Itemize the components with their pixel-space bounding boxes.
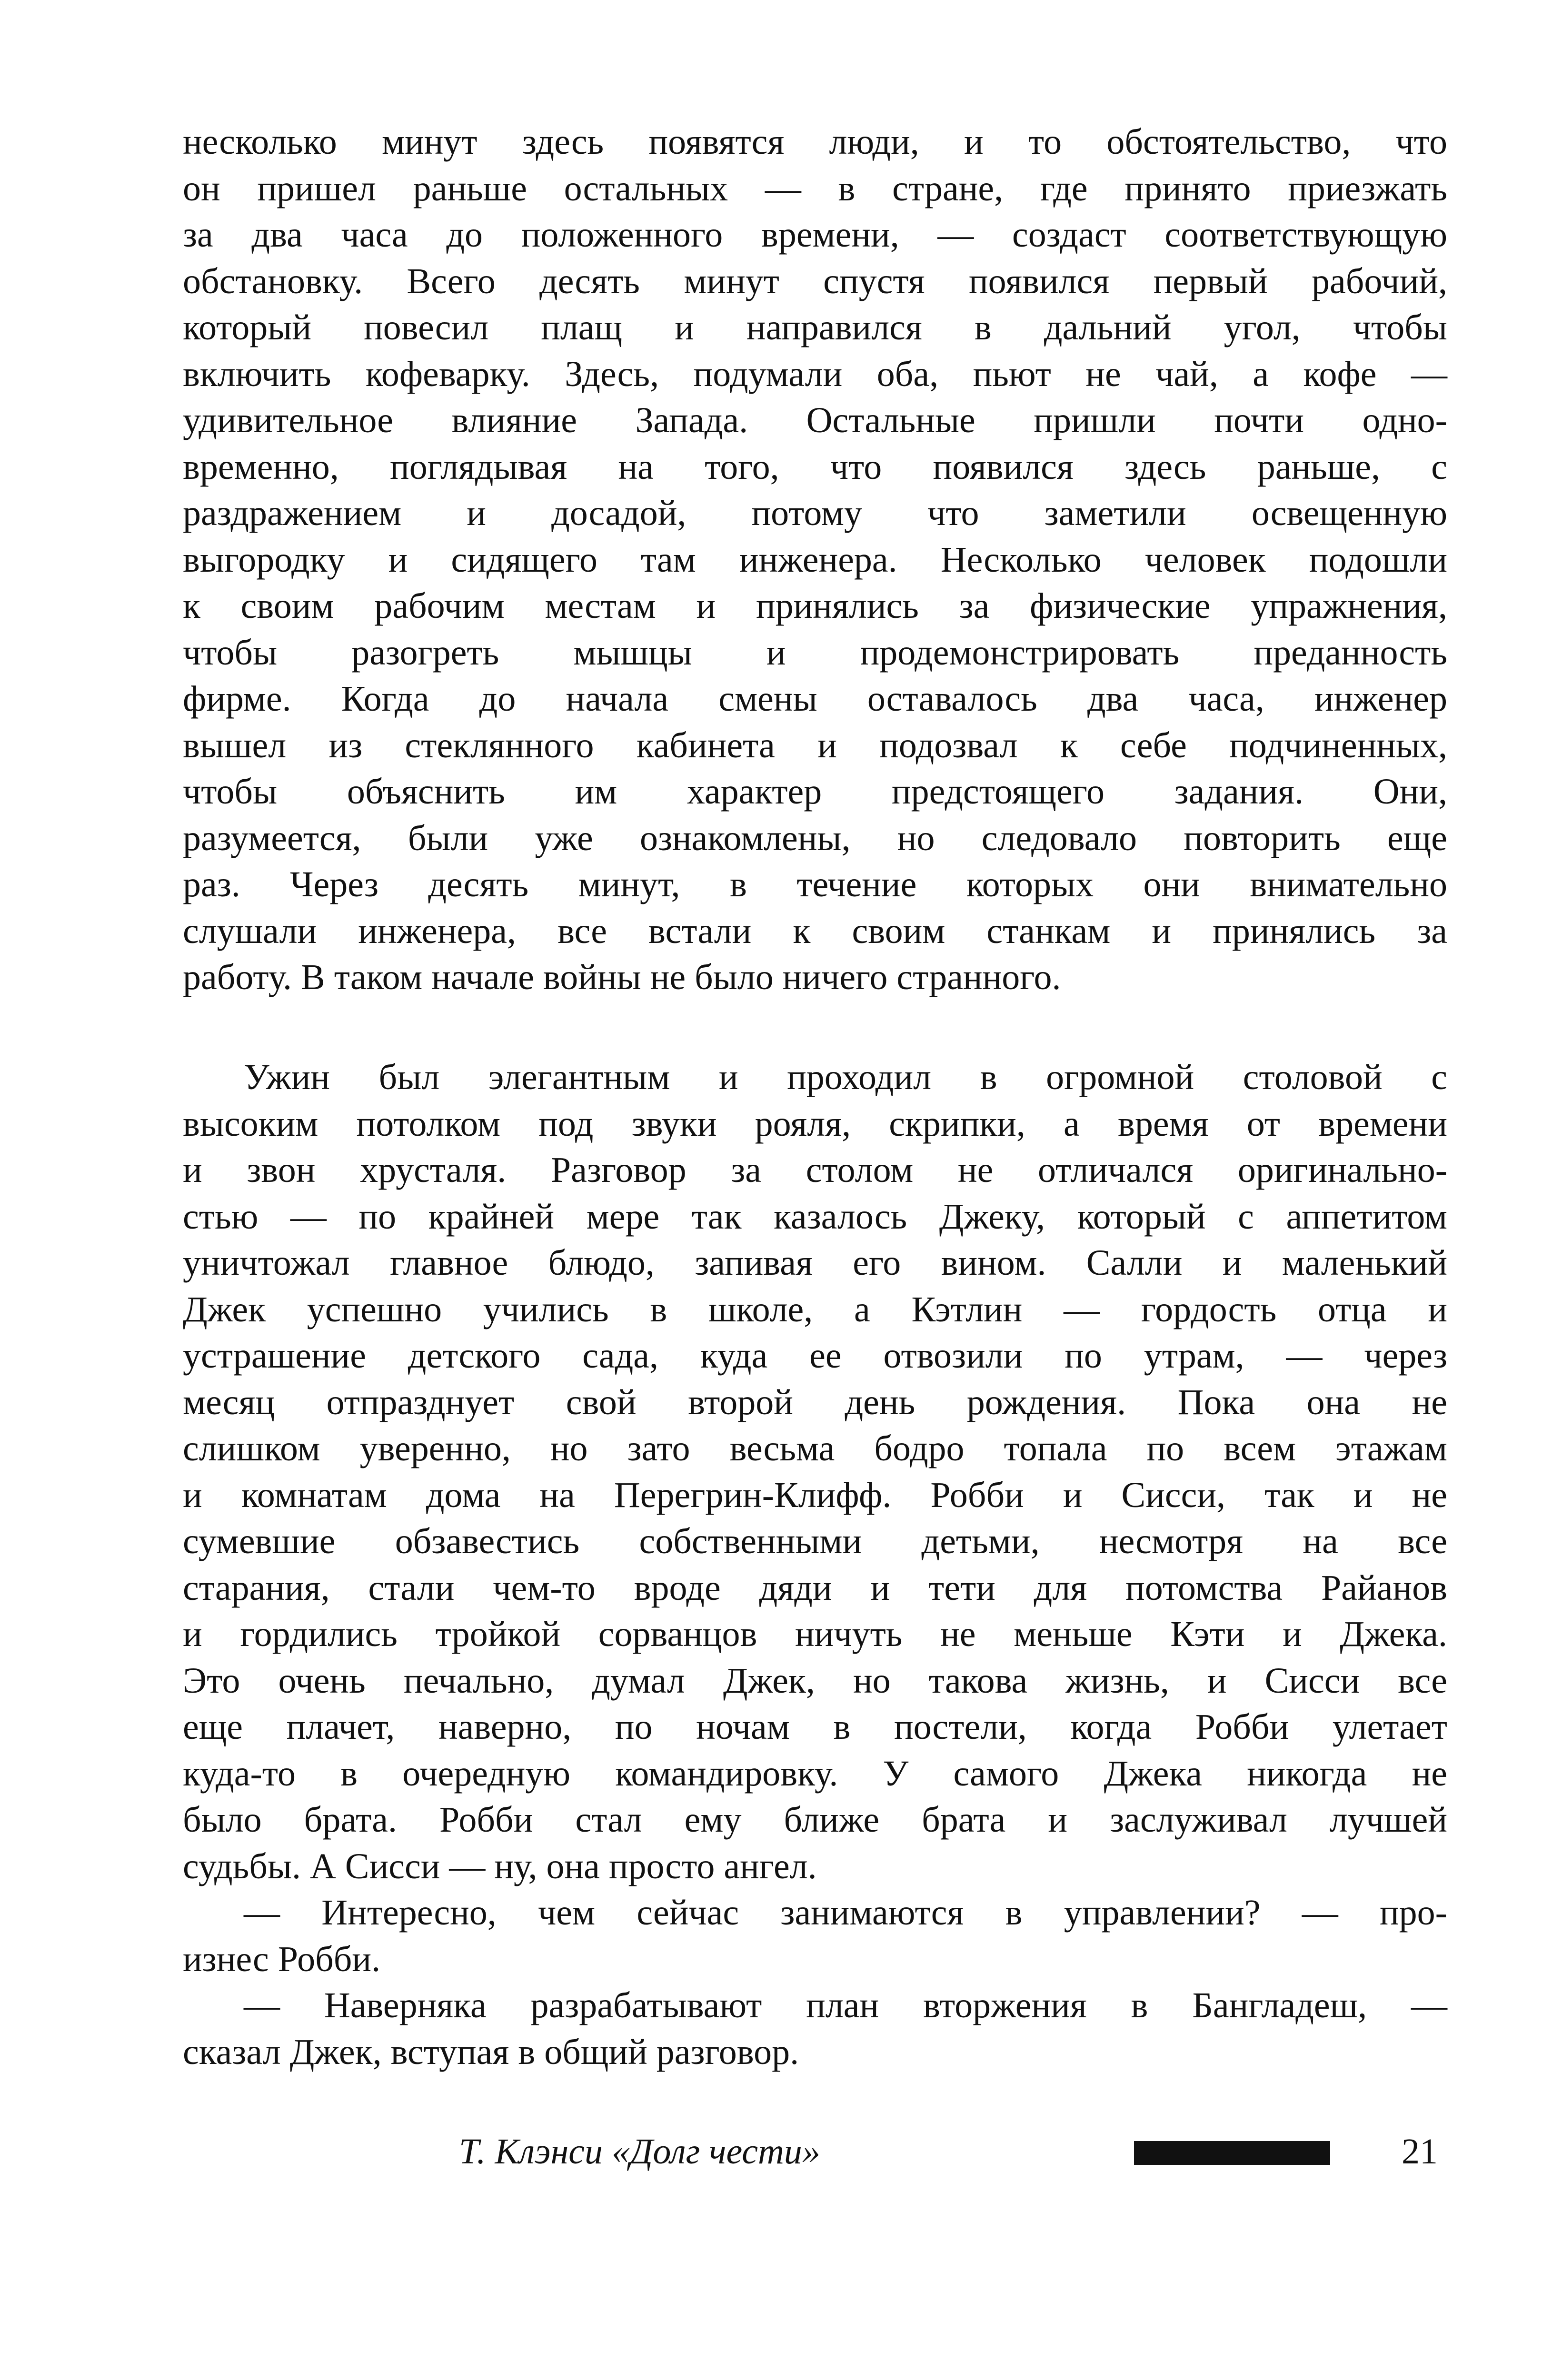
- text-line: к своим рабочим местам и принялись за физические упражнения,: [183, 586, 1447, 626]
- text-line: стью — по крайней мере так казалось Джеку, который с аппетитом: [183, 1196, 1447, 1237]
- text-line: — Интересно, чем сейчас занимаются в управлении? — про-: [244, 1893, 1447, 1933]
- text-line: за два часа до положенного времени, — создаст соответствующую: [183, 215, 1447, 255]
- text-line: раз. Через десять минут, в течение которых они внимательно: [183, 864, 1447, 904]
- text-line: слушали инженера, все встали к своим станкам и принялись за: [183, 911, 1447, 951]
- text-line: Ужин был элегантным и проходил в огромной столовой с: [244, 1057, 1447, 1097]
- text-line: старания, стали чем-то вроде дяди и тети для потомства Райанов: [183, 1567, 1447, 1608]
- text-line: включить кофеварку. Здесь, подумали оба, пьют не чай, а кофе —: [183, 354, 1447, 394]
- text-line: устрашение детского сада, куда ее отвозили по утрам, — через: [183, 1336, 1447, 1376]
- text-line: работу. В таком начале войны не было ничего странного.: [183, 957, 1061, 997]
- text-line: и комнатам дома на Перегрин-Клифф. Робби и Сисси, так и не: [183, 1475, 1447, 1515]
- text-line: несколько минут здесь появятся люди, и то обстоятельство, что: [183, 122, 1447, 162]
- text-line: обстановку. Всего десять минут спустя появился первый рабочий,: [183, 261, 1447, 301]
- text-line: еще плачет, наверно, по ночам в постели, когда Робби улетает: [183, 1707, 1447, 1747]
- text-line: разумеется, были уже ознакомлены, но следовало повторить еще: [183, 818, 1447, 858]
- text-line: куда-то в очередную командировку. У самого Джека никогда не: [183, 1753, 1447, 1794]
- footer-bar-rule: [1134, 2141, 1330, 2165]
- text-line: изнес Робби.: [183, 1939, 381, 1979]
- text-line: который повесил плащ и направился в дальний угол, чтобы: [183, 307, 1447, 347]
- text-line: месяц отпразднует свой второй день рождения. Пока она не: [183, 1382, 1447, 1422]
- text-block-continuation: [183, 119, 1447, 1001]
- text-line: Джек успешно учились в школе, а Кэтлин — гордость отца и: [183, 1289, 1447, 1329]
- text-line: сумевшие обзавестись собственными детьми, несмотря на все: [183, 1521, 1447, 1561]
- text-line: и звон хрусталя. Разговор за столом не отличался оригинально-: [183, 1150, 1447, 1190]
- text-line: слишком уверенно, но зато весьма бодро топала по всем этажам: [183, 1428, 1447, 1468]
- text-line: выгородку и сидящего там инженера. Несколько человек подошли: [183, 539, 1447, 580]
- text-line: чтобы объяснить им характер предстоящего задания. Они,: [183, 772, 1447, 812]
- text-block-dinner: [183, 1054, 1447, 2075]
- text-line: временно, поглядывая на того, что появился здесь раньше, с: [183, 446, 1447, 487]
- text-line: — Наверняка разрабатывают план вторжения в Бангладеш, —: [244, 1985, 1447, 2025]
- text-line: раздражением и досадой, потому что заметили освещенную: [183, 493, 1447, 533]
- text-line: и гордились тройкой сорванцов ничуть не меньше Кэти и Джека.: [183, 1614, 1447, 1654]
- text-line: Это очень печально, думал Джек, но такова жизнь, и Сисси все: [183, 1660, 1447, 1701]
- text-line: было брата. Робби стал ему ближе брата и заслуживал лучшей: [183, 1800, 1447, 1840]
- text-line: он пришел раньше остальных — в стране, где принято приезжать: [183, 168, 1447, 208]
- text-line: уничтожал главное блюдо, запивая его вином. Салли и маленький: [183, 1243, 1447, 1283]
- text-line: высоким потолком под звуки рояля, скрипки, а время от времени: [183, 1103, 1447, 1144]
- text-line: чтобы разогреть мышцы и продемонстрировать преданность: [183, 632, 1447, 673]
- page-number: 21: [1402, 2132, 1438, 2172]
- text-line: сказал Джек, вступая в общий разговор.: [183, 2032, 799, 2072]
- text-line: вышел из стеклянного кабинета и подозвал к себе подчиненных,: [183, 725, 1447, 765]
- running-title: Т. Клэнси «Долг чести»: [459, 2132, 820, 2172]
- text-line: удивительное влияние Запада. Остальные пришли почти одно-: [183, 400, 1447, 440]
- page-footer: [183, 2128, 1447, 2180]
- text-line: фирме. Когда до начала смены оставалось два часа, инженер: [183, 679, 1447, 719]
- text-line: судьбы. А Сисси — ну, она просто ангел.: [183, 1846, 817, 1886]
